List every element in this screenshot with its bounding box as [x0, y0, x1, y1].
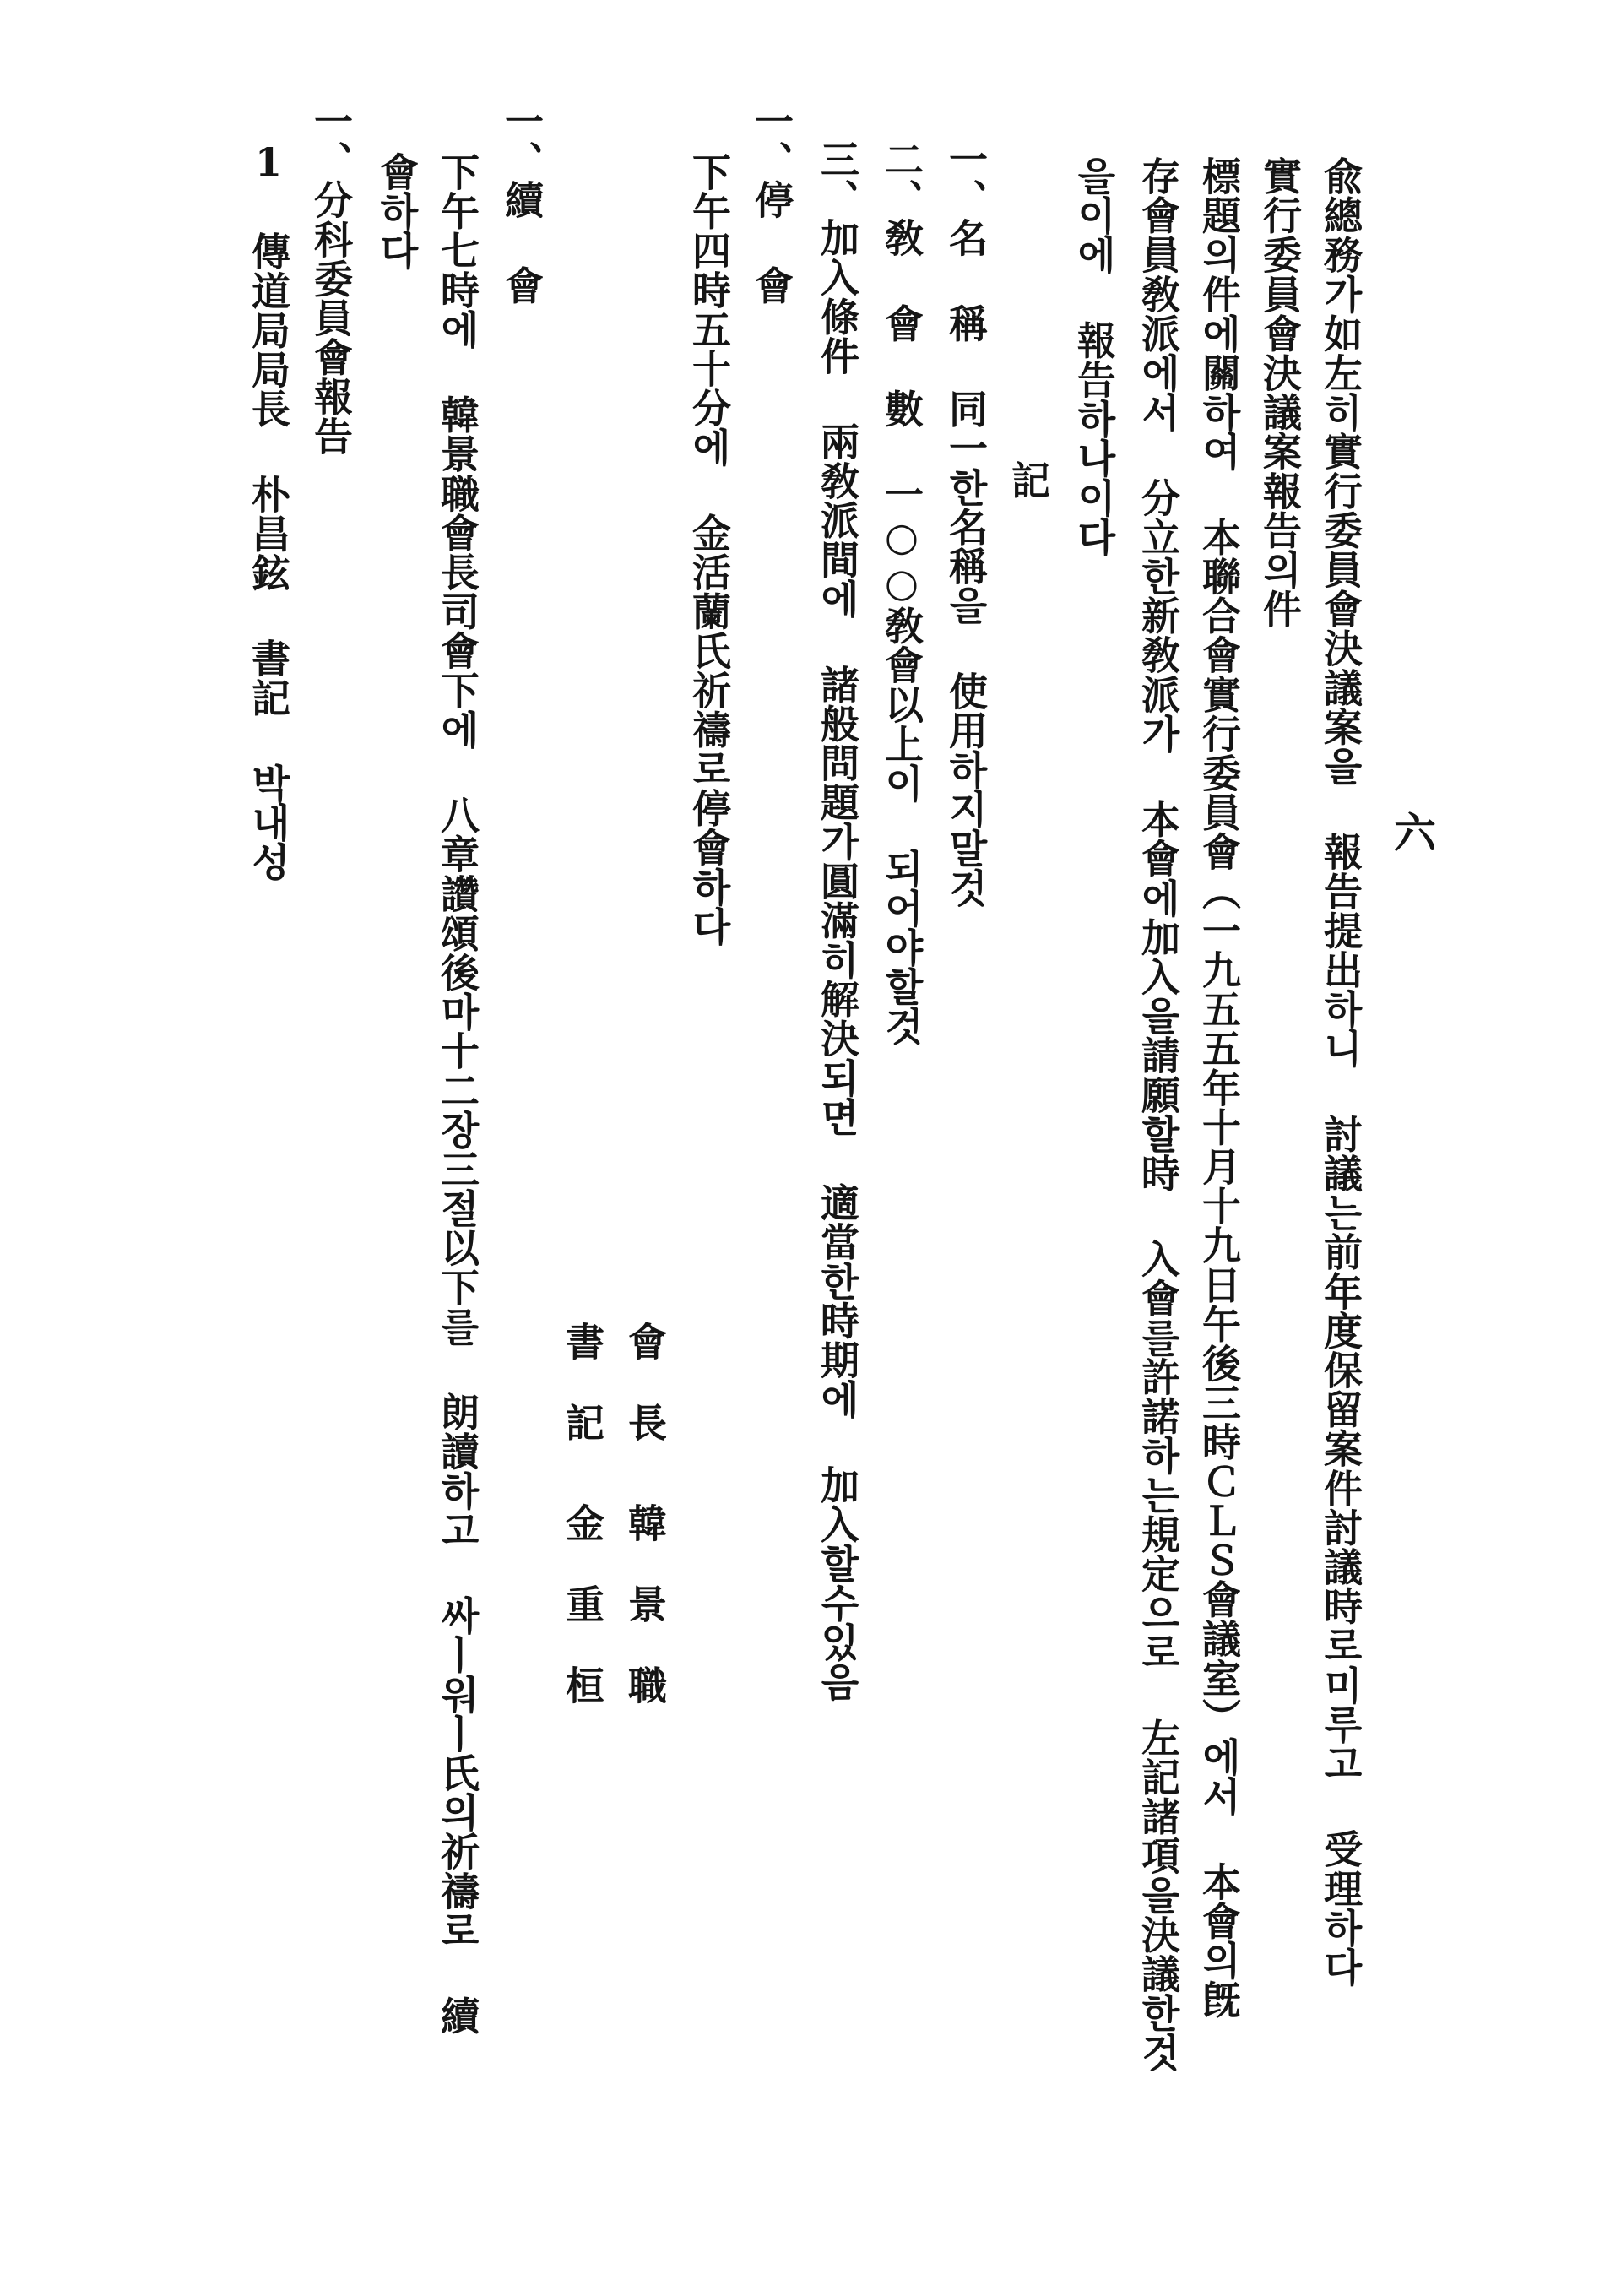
section-committee-report: 一、分科委員會報告	[308, 101, 354, 456]
text-column-2: 實行委員會決議案報告의件	[1257, 156, 1303, 629]
record-marker: 記	[1006, 460, 1051, 500]
secretary-name: 金重桓	[560, 1503, 605, 1746]
text-column-3: 標題의件에關하여 本聯合會實行委員會（一九五五年十月十九日午後三時ＣＬＳ會議室）에서 本會의旣	[1196, 156, 1242, 2020]
page-number: 六	[1387, 811, 1437, 853]
secretary-title: 書記	[560, 1322, 605, 1484]
section-recess: 一、停 會	[749, 101, 794, 305]
item-join-conditions: 三、加入條件 兩敎派間에 諸般問題가圓滿히解決되면 適當한時期에 加入할수있음	[815, 139, 860, 1702]
text-column-4: 存會員敎派에서 分立한新敎派가 本會에加入을請願할時 入會를許諾하는規定으로 左記諸項을決議한것	[1136, 156, 1181, 2072]
recess-text: 下午四時五十分에 金活蘭氏祈禱로停會하다	[686, 152, 732, 946]
report-line-1: 1 傳道局局長 朴昌鉉 書記 박내성	[246, 139, 291, 882]
text-column-1: 兪總務가如左히實行委員會決議案을 報告提出하니 討議는前年度保留案件討議時로미루고 受理하다	[1318, 156, 1363, 1987]
chairman-name: 韓景職	[622, 1503, 668, 1746]
chairman-title: 會長	[622, 1322, 668, 1484]
resume-text-cont: 會하다	[374, 152, 420, 270]
item-name: 一、名 稱 同一한名稱을 使用하지말것	[943, 139, 989, 908]
text-column-5: 을이에 報告하나이다	[1071, 156, 1117, 556]
item-church-count: 二、敎 會 數 一○○敎會以上이 되어야할것	[879, 139, 924, 1046]
section-resume: 一、續 會	[499, 101, 545, 305]
resume-text: 下午七時에 韓景職會長司會下에 八章讚頌後마十二장三절以下를 朗讀하고 싸ㅣ워ㅣ氏의祈禱로 續	[435, 152, 480, 2036]
